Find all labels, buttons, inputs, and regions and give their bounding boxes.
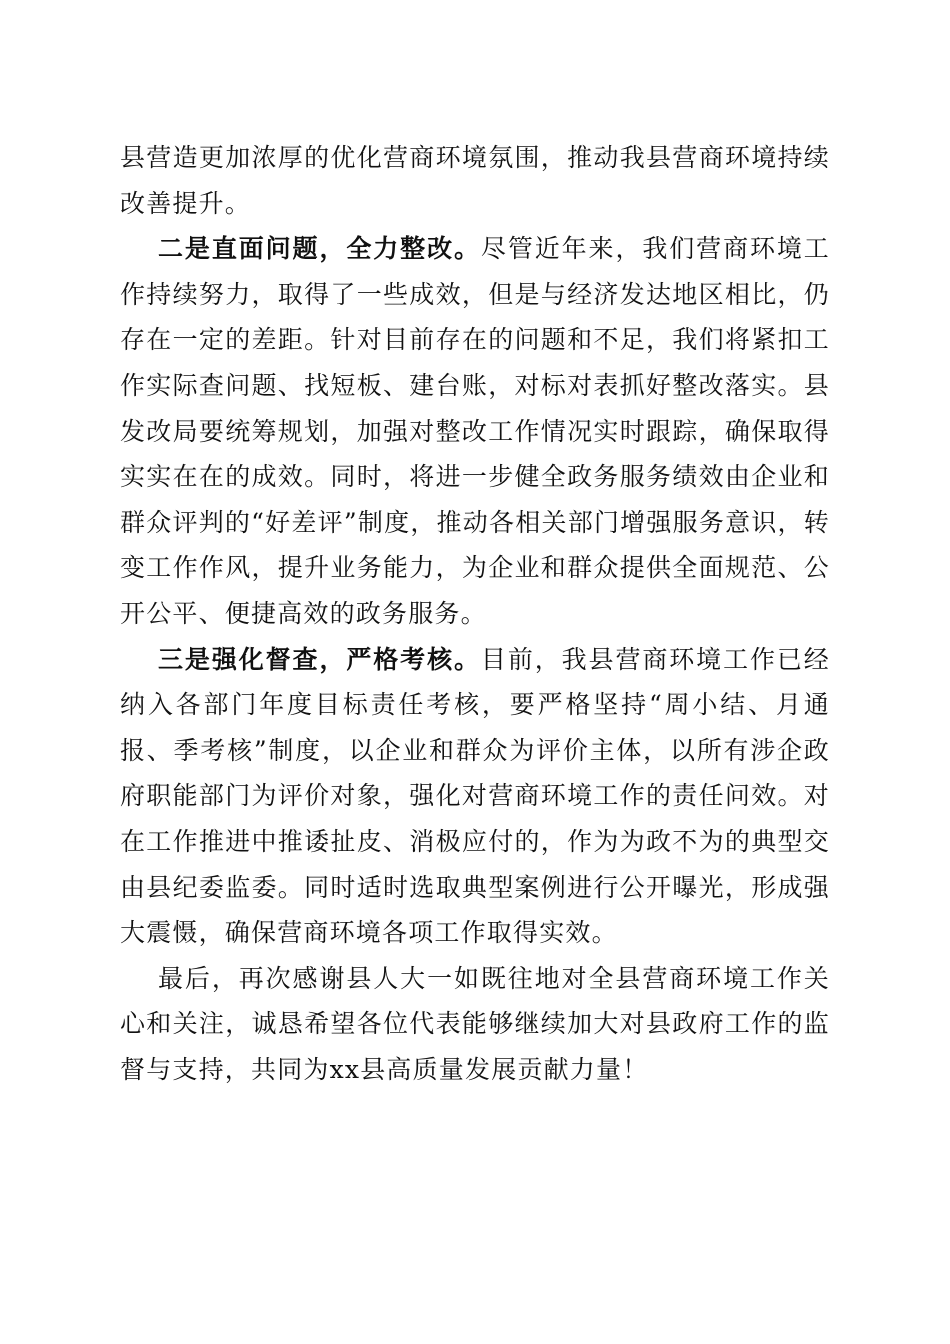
paragraph-text: 目前，我县营商环境工作已经纳入各部门年度目标责任考核，要严格坚持“周小结、月通报、季考核”制度，以企业和群众为评价主体，以所有涉企政府职能部门为评价对象，强化对营商环境工作的责任问效。对在工作推进中推诿扯皮、消极应付的，作为为政不为的典型交由县纪委监委。同时适时选取典型案例进行公开曝光，形成强大震慑，确保营商环境各项工作取得实效。 [120,644,830,948]
paragraph-rectification [120,226,830,636]
paragraph-text: 县营造更加浓厚的优化营商环境氛围，推动我县营商环境持续改善提升。 [120,143,830,218]
paragraph-closing [120,956,830,1093]
paragraph-heading: 三是强化督查，严格考核。 [158,644,481,674]
paragraph-supervision [120,637,830,956]
document-body [120,135,830,1092]
paragraph-heading: 二是直面问题，全力整改。 [158,234,481,264]
paragraph-continuation [120,135,830,226]
paragraph-text: 尽管近年来，我们营商环境工作持续努力，取得了一些成效，但是与经济发达地区相比，仍存在一定的差距。针对目前存在的问题和不足，我们将紧扣工作实际查问题、找短板、建台账，对标对表抓好整改落实。县发改局要统筹规划，加强对整改工作情况实时跟踪，确保取得实实在在的成效。同时，将进一步健全政务服务绩效由企业和群众评判的“好差评”制度，推动各相关部门增强服务意识，转变工作作风，提升业务能力，为企业和群众提供全面规范、公开公平、便捷高效的政务服务。 [120,234,830,628]
paragraph-text: 最后，再次感谢县人大一如既往地对全县营商环境工作关心和关注，诚恳希望各位代表能够继续加大对县政府工作的监督与支持，共同为xx县高质量发展贡献力量！ [120,963,830,1084]
